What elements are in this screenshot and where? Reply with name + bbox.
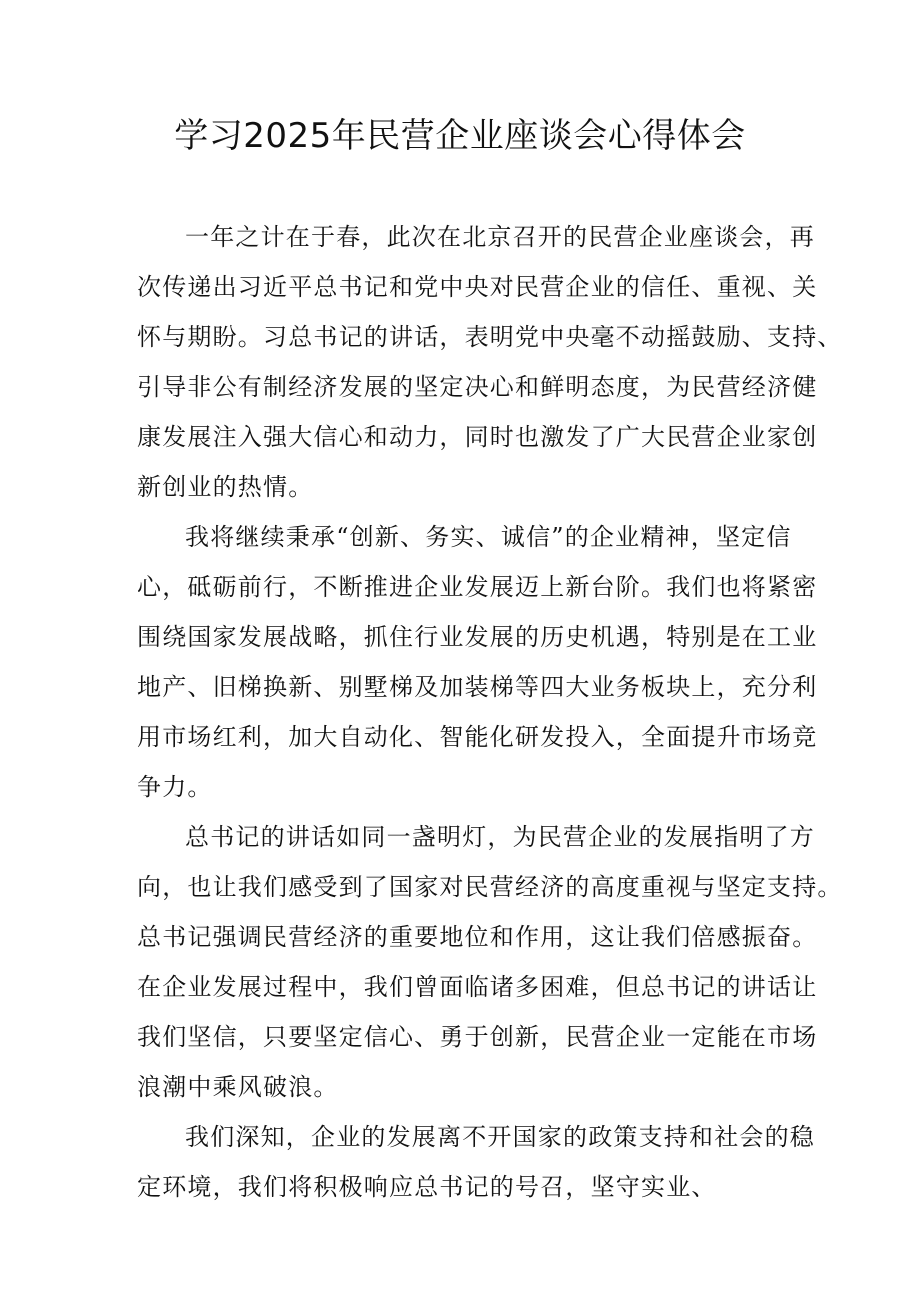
paragraph-line: 争力。 [137,773,213,801]
document-title: 学习2025年民营企业座谈会心得体会 [174,116,746,156]
paragraph-line: 定环境，我们将积极响应总书记的号召，坚守实业、 [137,1173,717,1201]
paragraph-line: 一年之计在于春，此次在北京召开的民营企业座谈会，再 [185,223,815,251]
paragraph-line: 我将继续秉承“创新、务实、诚信”的企业精神，坚定信 [185,523,792,551]
paragraph-line: 康发展注入强大信心和动力，同时也激发了广大民营企业家创 [137,423,818,451]
paragraph-2 [137,512,818,812]
paragraph-line: 在企业发展过程中，我们曾面临诸多困难，但总书记的讲话让 [137,973,818,1001]
paragraph-line: 围绕国家发展战略，抓住行业发展的历史机遇，特别是在工业 [137,623,818,651]
paragraph-line: 新创业的热情。 [137,473,314,501]
paragraph-line: 我们深知，企业的发展离不开国家的政策支持和社会的稳 [185,1123,815,1151]
paragraph-line: 总书记的讲话如同一盏明灯，为民营企业的发展指明了方 [185,823,815,851]
paragraph-line: 向，也让我们感受到了国家对民营经济的高度重视与坚定支持。 [137,873,843,901]
paragraph-line: 心，砥砺前行，不断推进企业发展迈上新台阶。我们也将紧密 [137,573,818,601]
paragraph-3 [137,812,843,1112]
paragraph-1 [137,212,843,512]
paragraph-line: 用市场红利，加大自动化、智能化研发投入，全面提升市场竞 [137,723,818,751]
paragraph-line: 浪潮中乘风破浪。 [137,1073,339,1101]
document-body [137,212,843,1212]
paragraph-line: 次传递出习近平总书记和党中央对民营企业的信任、重视、关 [137,273,818,301]
paragraph-line: 怀与期盼。习总书记的讲话，表明党中央毫不动摇鼓励、支持、 [137,323,843,351]
paragraph-line: 总书记强调民营经济的重要地位和作用，这让我们倍感振奋。 [137,923,818,951]
paragraph-line: 地产、旧梯换新、别墅梯及加装梯等四大业务板块上，充分利 [137,673,818,701]
paragraph-line: 我们坚信，只要坚定信心、勇于创新，民营企业一定能在市场 [137,1023,818,1051]
paragraph-line: 引导非公有制经济发展的坚定决心和鲜明态度，为民营经济健 [137,373,818,401]
paragraph-4 [137,1112,815,1212]
